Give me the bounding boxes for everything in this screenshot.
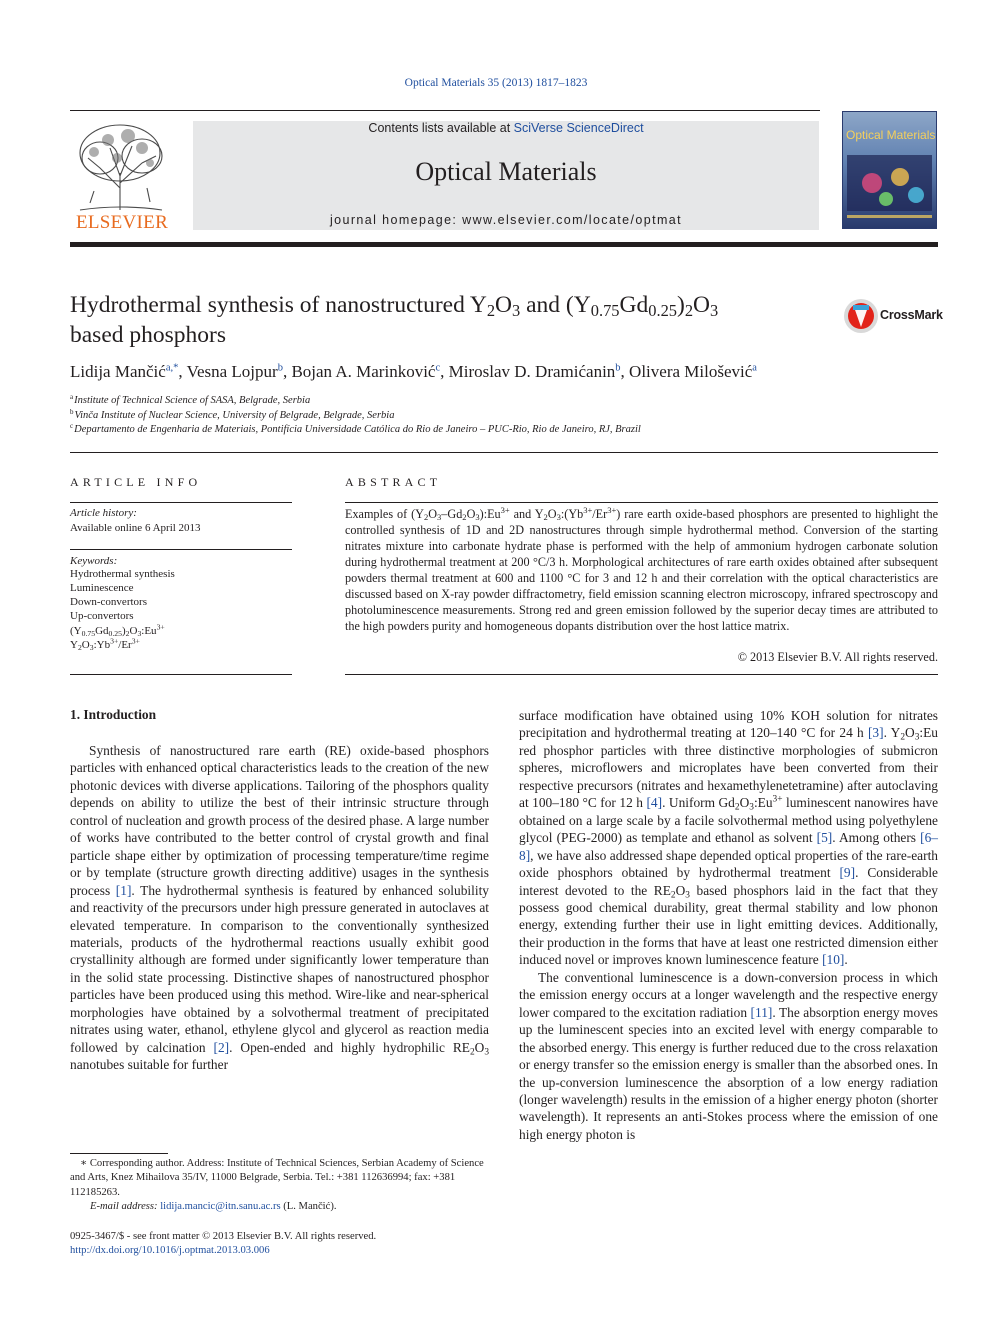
keyword: Luminescence (70, 582, 134, 594)
keyword: Hydrothermal synthesis (70, 568, 175, 580)
article-info-bottom-rule (70, 674, 292, 675)
affiliation: $^b$Vinča Institute of Nuclear Science, University of Belgrade, Belgrade, Serbia (70, 407, 395, 421)
elsevier-wordmark: ELSEVIER (75, 212, 169, 233)
abstract-copyright: © 2013 Elsevier B.V. All rights reserved. (737, 650, 938, 664)
footnote (70, 1157, 489, 1215)
paragraph: surface modification have obtained using 10% KOH solution for nitrates precipitation and hydrothermal treating at 120–140 °C for 24 h [3]. $Y_2O_3:Eu$ red phosphor particles with three distinctive morphologies of submicron spheres, microflowers and microplates have been converted from their respective precursors (nitrates and hexamethylenetetramine) after autoclaving at 100–180 °C for 12 h [4]. Uniform $Gd_2O_3:Eu^{3+}$ luminescent nanowires have obtained on a large scale by a facile solvothermal method using polyethylene glycol (PEG-2000) as template and ethanol as solvent [5]. Among others [6–8], we have also addressed shape depended optical properties of the rare-earth oxide phosphors obtained by hydrothermal treatment [9]. Considerable interest devoted to the $RE_2O_3$ based phosphors laid in the fact that they possess good chemical durability, great thermal stability and low phonon energy, extending further their use in light emitting devices. Additionally, their production in the forms that have at least one restricted dimension either induced novel or improves known luminescence feature [10]. (519, 708, 939, 968)
reference-link[interactable]: [1] (115, 882, 132, 898)
sciencedirect-link[interactable]: SciVerse ScienceDirect (513, 121, 644, 135)
author-affiliation-mark[interactable]: a (752, 362, 757, 374)
issn-line: 0925-3467/$ - see front matter © 2013 Elsevier B.V. All rights reserved. (70, 1231, 377, 1242)
author-name[interactable]: Vesna Lojpur (186, 362, 278, 381)
header-thick-rule (70, 242, 938, 247)
contents-availability: Contents lists available at SciVerse ScienceDirect (368, 121, 644, 135)
article-title: Hydrothermal synthesis of nanostructured $Y_2O_3$ and $(Y_{0.75}Gd_{0.25})_2O_3$ based phosphors (70, 292, 719, 348)
author-name[interactable]: Bojan A. Marinković (291, 362, 436, 381)
corresponding-author-note: ∗ Corresponding author. Address: Institute of Technical Sciences, Serbian Academy of Science and Arts, Knez Mihailova 35/IV, 11000 Belgrade, Serbia. Tel.: +381 112636994; fax: +381 112185263. (70, 1158, 484, 1198)
abstract-rule (345, 502, 938, 503)
keywords-rule (70, 549, 292, 550)
author-name[interactable]: Miroslav D. Dramićanin (448, 362, 616, 381)
section-rule (70, 452, 938, 453)
crossmark-label[interactable]: CrossMark (880, 308, 943, 322)
journal-title: Optical Materials (415, 157, 597, 186)
affiliation: $^a$Institute of Technical Science of SASA, Belgrade, Serbia (70, 392, 311, 406)
article-info-heading: ARTICLE INFO (70, 475, 202, 489)
author-affiliation-mark[interactable]: a,* (165, 362, 179, 374)
cover-title: Optical Materials (846, 128, 936, 142)
header-rule (70, 110, 820, 111)
article-history-value: Available online 6 April 2013 (70, 522, 201, 534)
body-column-right (519, 707, 938, 1143)
paragraph: The conventional luminescence is a down-conversion process in which the emission energy occurs at a longer wavelength and the respective energy lower compared to the excitation radiation [11]. The absorption energy moves up the luminescent species into an excited level with energy comparable to the absorbed energy. This energy is further reduced due to the cross relaxation or energy transfer so the emission energy is smaller than the absorbed ones. In the up-conversion luminescence the absorption of a low energy radiation (longer wavelength) results in the emission of a higher energy photon (shorter wavelength). It represents an anti-Stokes process where the emission of one high energy photon is (519, 969, 939, 1142)
reference-link[interactable]: [11] (750, 1004, 773, 1020)
reference-link[interactable]: [5] (816, 830, 833, 846)
abstract-body: Examples of $(Y_2O_3-Gd_2O_3):Eu^{3+}$ and $Y_2O_3:(Yb^{3+}/Er^{3+})$ rare earth oxide-based phosphors are presented to highlight the controlled synthesis of 1D and 2D nanostructures through simple hydrothermal method. Conversion of the starting nitrates mixture into carbonate hydrate phase is performed with the help of ammonium hydrogen carbonate solution during hydrothermal treatment at 200 °C/3 h. Morphological architectures of rare earth oxides obtained after subsequent powders thermal treatment at 600 and 1100 °C for 3 and 12 h and their correlation with the optical characteristics are discussed based on X-ray powder diffractometry, field emission scanning electron microscopy, infrared spectroscopy and photoluminescence measurements. Strong red and green emission followed by the superior decay times are attributed to the high powders purity and homogeneous dopants distribution over the host lattice matrix. (345, 504, 938, 633)
reference-link[interactable]: [3] (867, 725, 884, 741)
keyword: $(Y_{0.75}Gd_{0.25})_2O_3:Eu^{3+}$ (70, 622, 165, 638)
reference-link[interactable]: [10] (822, 952, 845, 968)
reference-link[interactable]: [2] (213, 1039, 230, 1055)
author-name[interactable]: Lidija Mančić (70, 362, 166, 381)
doi-link[interactable]: http://dx.doi.org/10.1016/j.optmat.2013.03.006 (70, 1245, 270, 1256)
author-name[interactable]: Olivera Milošević (629, 362, 753, 381)
journal-homepage[interactable]: journal homepage: www.elsevier.com/locate/optmat (329, 213, 683, 227)
abstract-heading: ABSTRACT (345, 475, 442, 489)
author-affiliation-mark[interactable]: b (277, 362, 283, 374)
keyword: $Y_2O_3:Yb^{3+}/Er^{3+}$ (70, 636, 140, 652)
introduction-heading: 1. Introduction (70, 707, 157, 722)
keyword: Down-convertors (70, 596, 147, 608)
keywords-label: Keywords: (70, 555, 118, 567)
author-list: Lidija Mančić$^{a,*}$, Vesna Lojpur$^b$, Bojan A. Marinković$^c$, Miroslav D. Dramićanin$^b$, Olivera Milošević$^a$ (70, 362, 757, 381)
body-column-left (70, 742, 489, 1074)
author-affiliation-mark[interactable]: c (435, 362, 441, 374)
article-history-label: Article history: (70, 507, 137, 519)
keyword: Up-convertors (70, 610, 134, 622)
reference-link[interactable]: [9] (839, 865, 856, 881)
affiliation: $^c$Departamento de Engenharia de Materiais, Pontifícia Universidade Católica do Rio de Janeiro – PUC-Rio, Rio de Janeiro, RJ, Brazil (70, 421, 641, 435)
journal-citation[interactable]: Optical Materials 35 (2013) 1817–1823 (404, 77, 588, 89)
reference-link[interactable]: [6–8] (519, 830, 938, 863)
footnote-rule (70, 1153, 168, 1154)
email-link[interactable]: lidija.mancic@itn.sanu.ac.rs (160, 1201, 281, 1213)
paragraph: Synthesis of nanostructured rare earth (RE) oxide-based phosphors particles with enhanced optical characteristics leads to the creation of the new photonic devices with diverse applications. Tailoring of the phosphors quality depends on ability to utilize the best of their intrinsic structure through control of nucleation and growth process of the desired phase. A large number of works have contributed to the better control of crystal growth and final particle shape either by optimization of processing temperature/time regime or by template (structure growth directing additive) usages in the synthesis process [1]. The hydrothermal synthesis is featured by enhanced solubility and reactivity of the precursors under high pressure generated in autoclaves at elevated temperature. In comparison to the conventionally synthesized materials, products of the hydrothermal reactions usually exhibit good crystallinity although are formed under significantly lower temperature than in the solid state processing. Distinctive shapes of nanostructured phosphor particles have been produced using this method. Wire-like and near-spherical morphologies have obtained by a solvothermal treatment of precipitated nitrates using water, ethanol, ethylene glycol and glycerol as reaction media followed by calcination [2]. Open-ended and highly hydrophilic $RE_2O_3$ nanotubes suitable for further (70, 743, 489, 1073)
abstract-bottom-rule (345, 674, 938, 675)
author-affiliation-mark[interactable]: b (615, 362, 621, 374)
reference-link[interactable]: [4] (646, 795, 663, 811)
article-info-rule (70, 502, 292, 503)
email-note: E-mail address: lidija.mancic@itn.sanu.ac.rs (L. Mančić). (90, 1201, 337, 1213)
